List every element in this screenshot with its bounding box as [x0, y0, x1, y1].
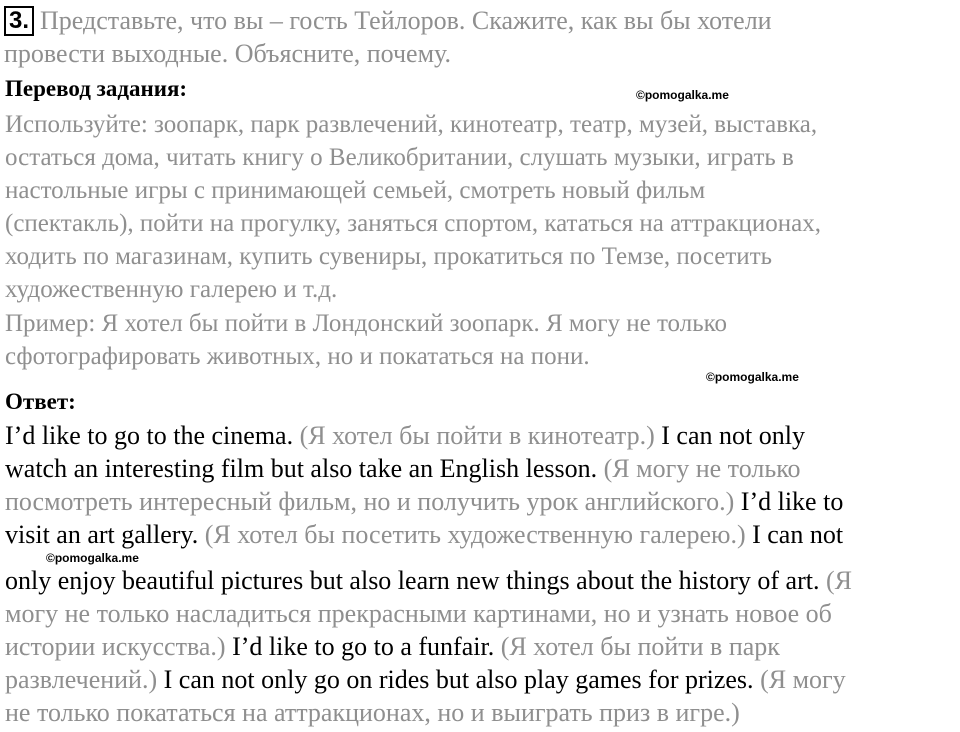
russian-translation: (Я могу не только — [603, 454, 801, 483]
russian-translation: развлечений.) — [5, 665, 158, 694]
english-text: watch an interesting film but also take an English lesson. — [5, 454, 604, 483]
russian-translation: (Я хотел бы пойти в кинотеатр.) — [299, 421, 655, 450]
english-text: I’d like to — [734, 487, 844, 516]
watermark: ©pomogalka.me — [46, 551, 139, 565]
answer-text — [5, 419, 955, 729]
usage-line: настольные игры с принимающей семьей, смотреть новый фильм — [5, 177, 706, 204]
task-number: 3. — [4, 6, 34, 36]
answer-line — [5, 564, 955, 597]
example-line: сфотографировать животных, но и покататься на пони. — [5, 343, 590, 370]
english-text: I can not only — [654, 421, 805, 450]
answer-line — [5, 630, 955, 663]
usage-line: ходить по магазинам, купить сувениры, прокатиться по Темзе, посетить — [5, 243, 773, 270]
watermark: ©pomogalka.me — [706, 370, 799, 384]
example-line: Пример: Я хотел бы пойти в Лондонский зоопарк. Я могу не только — [5, 310, 727, 337]
english-text: visit an art gallery. — [5, 520, 205, 549]
usage-line: Используйте: зоопарк, парк развлечений, кинотеатр, театр, музей, выставка, — [5, 111, 818, 138]
russian-translation: (Я хотел бы пойти в парк — [500, 632, 780, 661]
usage-list — [5, 108, 955, 306]
english-text: I’d like to go to a funfair. — [225, 632, 501, 661]
watermark: ©pomogalka.me — [636, 88, 729, 102]
russian-translation: могу не только насладиться прекрасными картинами, но и узнать новое об — [5, 599, 832, 628]
russian-translation: посмотреть интересный фильм, но и получить урок английского.) — [5, 487, 735, 516]
answer-line — [5, 696, 955, 729]
answer-line — [5, 419, 955, 452]
answer-heading: Ответ: — [5, 389, 76, 414]
task-text-line-1: Представьте, что вы – гость Тейлоров. Скажите, как вы бы хотели — [40, 6, 772, 35]
usage-line: художественную галерею и т.д. — [5, 276, 338, 303]
usage-line: остаться дома, читать книгу о Великобритании, слушать музыки, играть в — [5, 144, 794, 171]
english-text: only enjoy beautiful pictures but also learn new things about the history of art. — [5, 566, 826, 595]
answer-line — [5, 452, 955, 485]
answer-line — [5, 597, 955, 630]
russian-translation: (Я могу — [760, 665, 846, 694]
russian-translation: (Я — [825, 566, 852, 595]
usage-line: (спектакль), пойти на прогулку, заняться спортом, кататься на аттракционах, — [5, 210, 821, 237]
example-text — [5, 307, 955, 373]
translation-heading: Перевод задания: — [5, 76, 188, 101]
answer-line — [5, 485, 955, 518]
english-text: I can not — [745, 520, 844, 549]
task-statement — [4, 4, 954, 70]
english-text: I’d like to go to the cinema. — [5, 421, 300, 450]
russian-translation: не только покататься на аттракционах, но и выиграть приз в игре.) — [5, 698, 740, 727]
task-text-line-2: провести выходные. Объясните, почему. — [4, 39, 451, 68]
english-text: I can not only go on rides but also play games for prizes. — [157, 665, 761, 694]
answer-line — [5, 663, 955, 696]
russian-translation: (Я хотел бы посетить художественную галерею.) — [204, 520, 746, 549]
russian-translation: истории искусства.) — [5, 632, 226, 661]
answer-line — [5, 518, 955, 551]
